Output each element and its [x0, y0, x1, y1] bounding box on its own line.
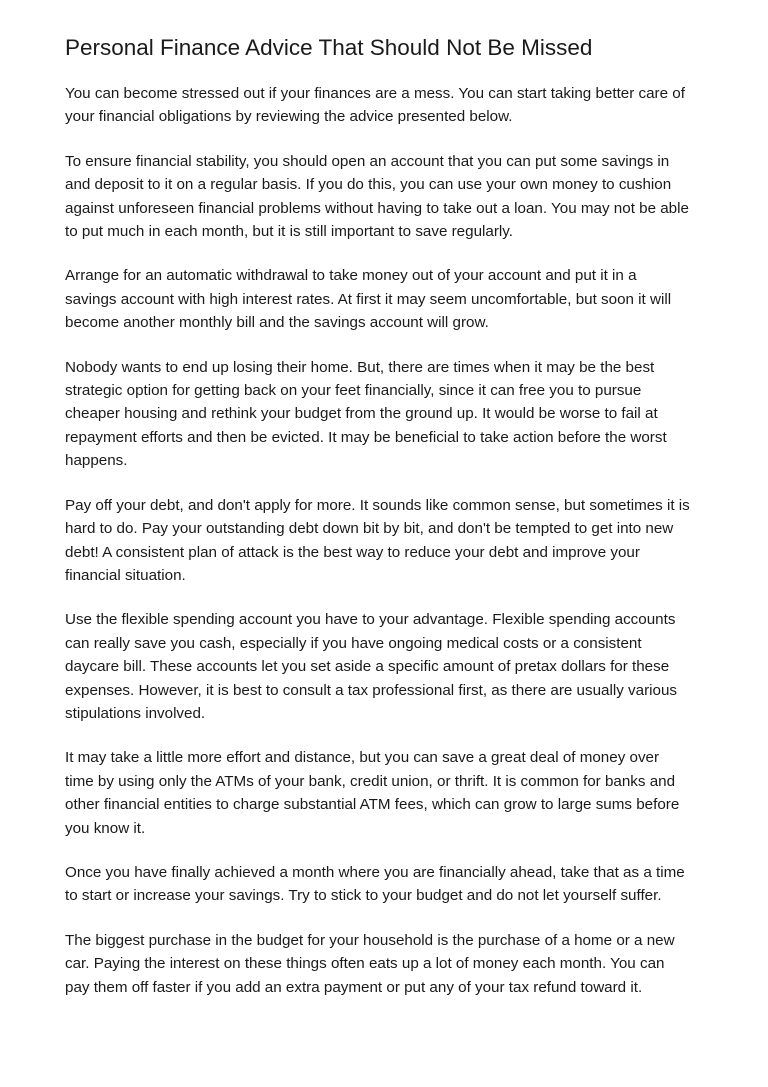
- text-line: Arrange for an automatic withdrawal to take money out of your account and put it in a: [65, 267, 637, 285]
- text-line: Once you have finally achieved a month where you are financially ahead, take that as a time: [65, 863, 685, 881]
- text-line: cheaper housing and rethink your budget from the ground up. It would be worse to fail at: [65, 405, 658, 423]
- document-title: Personal Finance Advice That Should Not Be Missed: [65, 35, 593, 60]
- text-line: repayment efforts and then be evicted. It may be beneficial to take action before the worst: [65, 428, 667, 446]
- text-line: other financial entities to charge substantial ATM fees, which can grow to large sums before: [65, 796, 680, 814]
- text-line: become another monthly bill and the savings account will grow.: [65, 314, 489, 332]
- text-line: strategic option for getting back on your feet financially, since it can free you to pursue: [65, 382, 642, 400]
- text-line: against unforeseen financial problems without having to take out a loan. You may not be able: [65, 199, 689, 217]
- paragraph: [65, 150, 710, 244]
- paragraph: [65, 82, 710, 129]
- document-body: [65, 82, 710, 999]
- text-line: savings account with high interest rates. At first it may seem uncomfortable, but soon it will: [65, 290, 672, 308]
- paragraph: [65, 608, 710, 725]
- text-line: can really save you cash, especially if you have ongoing medical costs or a consistent: [65, 634, 642, 652]
- text-line: happens.: [65, 452, 128, 470]
- text-line: You can become stressed out if your finances are a mess. You can start taking better care of: [65, 85, 685, 102]
- text-line: The biggest purchase in the budget for your household is the purchase of a home or a new: [65, 931, 675, 949]
- text-line: stipulations involved.: [65, 704, 206, 722]
- text-line: your financial obligations by reviewing the advice presented below.: [65, 108, 513, 126]
- text-line: expenses. However, it is best to consult a tax professional first, as there are usually various: [65, 681, 678, 699]
- text-line: time by using only the ATMs of your bank, credit union, or thrift. It is common for banks and: [65, 772, 676, 790]
- text-line: Pay off your debt, and don't apply for more. It sounds like common sense, but sometimes it is: [65, 496, 690, 514]
- text-line: and deposit to it on a regular basis. If you do this, you can use your own money to cushion: [65, 176, 672, 194]
- paragraph: [65, 494, 710, 588]
- text-line: you know it.: [65, 819, 146, 837]
- text-line: to start or increase your savings. Try to stick to your budget and do not let yourself suffer.: [65, 887, 662, 905]
- text-line: car. Paying the interest on these things often eats up a lot of money each month. You can: [65, 955, 665, 973]
- paragraph: [65, 264, 710, 334]
- text-line: Nobody wants to end up losing their home. But, there are times when it may be the best: [65, 358, 655, 376]
- paragraph: [65, 861, 710, 908]
- text-line: hard to do. Pay your outstanding debt down bit by bit, and don't be tempted to get into new: [65, 520, 674, 538]
- text-line: pay them off faster if you add an extra payment or put any of your tax refund toward it.: [65, 978, 643, 996]
- text-line: It may take a little more effort and distance, but you can save a great deal of money over: [65, 749, 660, 767]
- text-line: debt! A consistent plan of attack is the best way to reduce your debt and improve your: [65, 543, 640, 561]
- paragraph: [65, 356, 710, 473]
- paragraph: [65, 929, 710, 999]
- text-line: To ensure financial stability, you should open an account that you can put some savings in: [65, 152, 670, 170]
- text-line: Use the flexible spending account you have to your advantage. Flexible spending accounts: [65, 611, 676, 629]
- text-line: to put much in each month, but it is still important to save regularly.: [65, 223, 513, 241]
- text-line: financial situation.: [65, 566, 186, 584]
- text-line: daycare bill. These accounts let you set aside a specific amount of pretax dollars for these: [65, 658, 670, 676]
- paragraph: [65, 746, 710, 840]
